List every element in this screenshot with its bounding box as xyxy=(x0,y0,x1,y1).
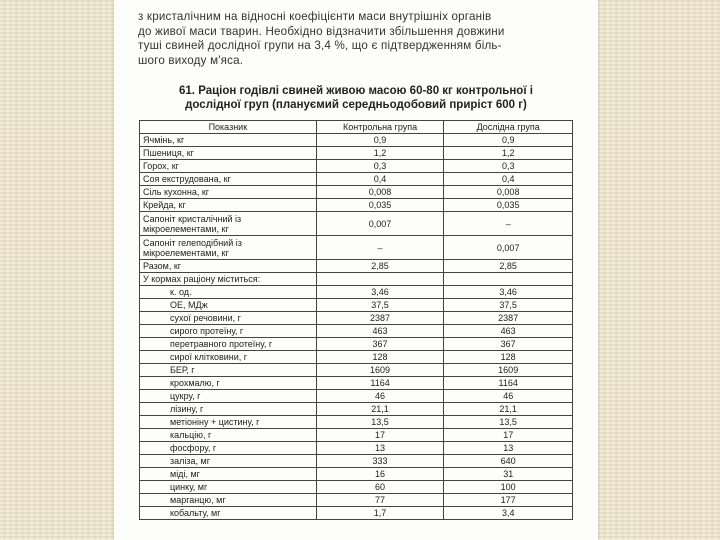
header-control-group: Контрольна група xyxy=(316,121,444,134)
table-row xyxy=(140,286,573,299)
table-row xyxy=(140,338,573,351)
row-experimental-value: 1,2 xyxy=(444,147,573,160)
row-indicator: кобальту, мг xyxy=(140,507,317,520)
row-indicator: міді, мг xyxy=(140,468,317,481)
row-experimental-value: 0,008 xyxy=(444,186,573,199)
table-row xyxy=(140,494,573,507)
row-experimental-value: 17 xyxy=(444,429,573,442)
row-experimental-value: 2387 xyxy=(444,312,573,325)
row-experimental-value: 21,1 xyxy=(444,403,573,416)
table-row xyxy=(140,173,573,186)
table-row xyxy=(140,186,573,199)
row-control-value: 77 xyxy=(316,494,444,507)
table-row xyxy=(140,325,573,338)
body-paragraph xyxy=(138,10,588,68)
row-indicator: заліза, мг xyxy=(140,455,317,468)
row-control-value: 367 xyxy=(316,338,444,351)
row-control-value: 0,035 xyxy=(316,199,444,212)
table-row xyxy=(140,377,573,390)
row-control-value: 2387 xyxy=(316,312,444,325)
row-indicator: фосфору, г xyxy=(140,442,317,455)
table-row xyxy=(140,312,573,325)
row-control-value: 21,1 xyxy=(316,403,444,416)
row-experimental-value: 100 xyxy=(444,481,573,494)
table-row xyxy=(140,442,573,455)
row-indicator: Сапоніт гелеподібний із мікроелементами, кг xyxy=(140,236,317,260)
row-control-value: 0,4 xyxy=(316,173,444,186)
row-control-value: 16 xyxy=(316,468,444,481)
row-experimental-value: 0,4 xyxy=(444,173,573,186)
header-indicator: Показник xyxy=(140,121,317,134)
row-experimental-value: 1164 xyxy=(444,377,573,390)
row-experimental-value: 0,9 xyxy=(444,134,573,147)
table-row xyxy=(140,134,573,147)
document-page xyxy=(114,0,598,540)
row-experimental-value: 128 xyxy=(444,351,573,364)
table-body xyxy=(140,134,573,520)
table-row xyxy=(140,351,573,364)
row-experimental-value: 2,85 xyxy=(444,260,573,273)
row-control-value: 463 xyxy=(316,325,444,338)
row-indicator: Пшениця, кг xyxy=(140,147,317,160)
row-control-value: 13 xyxy=(316,442,444,455)
row-control-value: 1,2 xyxy=(316,147,444,160)
row-indicator: Горох, кг xyxy=(140,160,317,173)
row-indicator: лізину, г xyxy=(140,403,317,416)
row-control-value: 37,5 xyxy=(316,299,444,312)
row-indicator: сухої речовини, г xyxy=(140,312,317,325)
row-experimental-value: 0,3 xyxy=(444,160,573,173)
row-control-value: 46 xyxy=(316,390,444,403)
table-row xyxy=(140,299,573,312)
row-indicator: цинку, мг xyxy=(140,481,317,494)
caption-line: 61. Раціон годівлі свиней живою масою 60-80 кг контрольної і xyxy=(179,85,533,97)
table-caption xyxy=(134,84,578,112)
row-experimental-value: 3,4 xyxy=(444,507,573,520)
row-indicator: метіоніну + цистину, г xyxy=(140,416,317,429)
row-experimental-value xyxy=(444,273,573,286)
row-experimental-value: 37,5 xyxy=(444,299,573,312)
table-row xyxy=(140,507,573,520)
row-control-value: 17 xyxy=(316,429,444,442)
row-indicator: кальцію, г xyxy=(140,429,317,442)
row-indicator: к. од. xyxy=(140,286,317,299)
table-row xyxy=(140,403,573,416)
row-control-value: 1,7 xyxy=(316,507,444,520)
row-indicator: сирої клітковини, г xyxy=(140,351,317,364)
row-control-value: 0,008 xyxy=(316,186,444,199)
row-indicator: цукру, г xyxy=(140,390,317,403)
row-experimental-value: 463 xyxy=(444,325,573,338)
row-experimental-value: 31 xyxy=(444,468,573,481)
row-experimental-value: 13,5 xyxy=(444,416,573,429)
paragraph-line: до живої маси тварин. Необхідно відзначити збільшення довжини xyxy=(138,24,505,38)
row-experimental-value: 640 xyxy=(444,455,573,468)
row-indicator: Сапоніт кристалічний із мікроелементами, кг xyxy=(140,212,317,236)
table-row xyxy=(140,455,573,468)
row-control-value: 0,007 xyxy=(316,212,444,236)
table-row xyxy=(140,429,573,442)
row-control-value: 0,9 xyxy=(316,134,444,147)
row-indicator: ОЕ, МДж xyxy=(140,299,317,312)
table-row xyxy=(140,260,573,273)
row-indicator: Сіль кухонна, кг xyxy=(140,186,317,199)
row-control-value: 60 xyxy=(316,481,444,494)
row-indicator: Соя екструдована, кг xyxy=(140,173,317,186)
table-row xyxy=(140,236,573,260)
row-control-value: – xyxy=(316,236,444,260)
table-header-row xyxy=(140,121,573,134)
table-row xyxy=(140,416,573,429)
row-indicator: Крейда, кг xyxy=(140,199,317,212)
row-control-value: 1609 xyxy=(316,364,444,377)
table-row xyxy=(140,481,573,494)
row-experimental-value: 13 xyxy=(444,442,573,455)
row-experimental-value: 46 xyxy=(444,390,573,403)
header-experimental-group: Дослідна група xyxy=(444,121,573,134)
row-indicator: сирого протеїну, г xyxy=(140,325,317,338)
caption-line: дослідної груп (плануємий середньодобовий приріст 600 г) xyxy=(185,99,527,111)
row-experimental-value: 0,035 xyxy=(444,199,573,212)
table-row xyxy=(140,468,573,481)
row-control-value: 2,85 xyxy=(316,260,444,273)
row-indicator: крохмалю, г xyxy=(140,377,317,390)
row-experimental-value: – xyxy=(444,212,573,236)
ration-table xyxy=(139,120,573,520)
table-row xyxy=(140,273,573,286)
row-experimental-value: 3,46 xyxy=(444,286,573,299)
table-row xyxy=(140,199,573,212)
paragraph-line: туші свиней дослідної групи на 3,4 %, що є підтвердженням біль- xyxy=(138,39,502,53)
row-control-value: 0,3 xyxy=(316,160,444,173)
row-experimental-value: 177 xyxy=(444,494,573,507)
table-row xyxy=(140,390,573,403)
row-experimental-value: 1609 xyxy=(444,364,573,377)
row-control-value: 1164 xyxy=(316,377,444,390)
row-indicator: марганцю, мг xyxy=(140,494,317,507)
table-row xyxy=(140,147,573,160)
row-control-value: 3,46 xyxy=(316,286,444,299)
row-indicator: БЕР, г xyxy=(140,364,317,377)
paragraph-line: шого виходу м'яса. xyxy=(138,53,244,67)
table-row xyxy=(140,160,573,173)
paragraph-line: з кристалічним на відносні коефіцієнти маси внутрішніх органів xyxy=(138,10,492,23)
row-indicator: Разом, кг xyxy=(140,260,317,273)
row-indicator: У кормах раціону міститься: xyxy=(140,273,317,286)
row-control-value: 128 xyxy=(316,351,444,364)
table-row xyxy=(140,212,573,236)
row-experimental-value: 0,007 xyxy=(444,236,573,260)
row-indicator: Ячмінь, кг xyxy=(140,134,317,147)
row-control-value: 333 xyxy=(316,455,444,468)
row-indicator: перетравного протеїну, г xyxy=(140,338,317,351)
row-experimental-value: 367 xyxy=(444,338,573,351)
row-control-value xyxy=(316,273,444,286)
row-control-value: 13,5 xyxy=(316,416,444,429)
table-row xyxy=(140,364,573,377)
